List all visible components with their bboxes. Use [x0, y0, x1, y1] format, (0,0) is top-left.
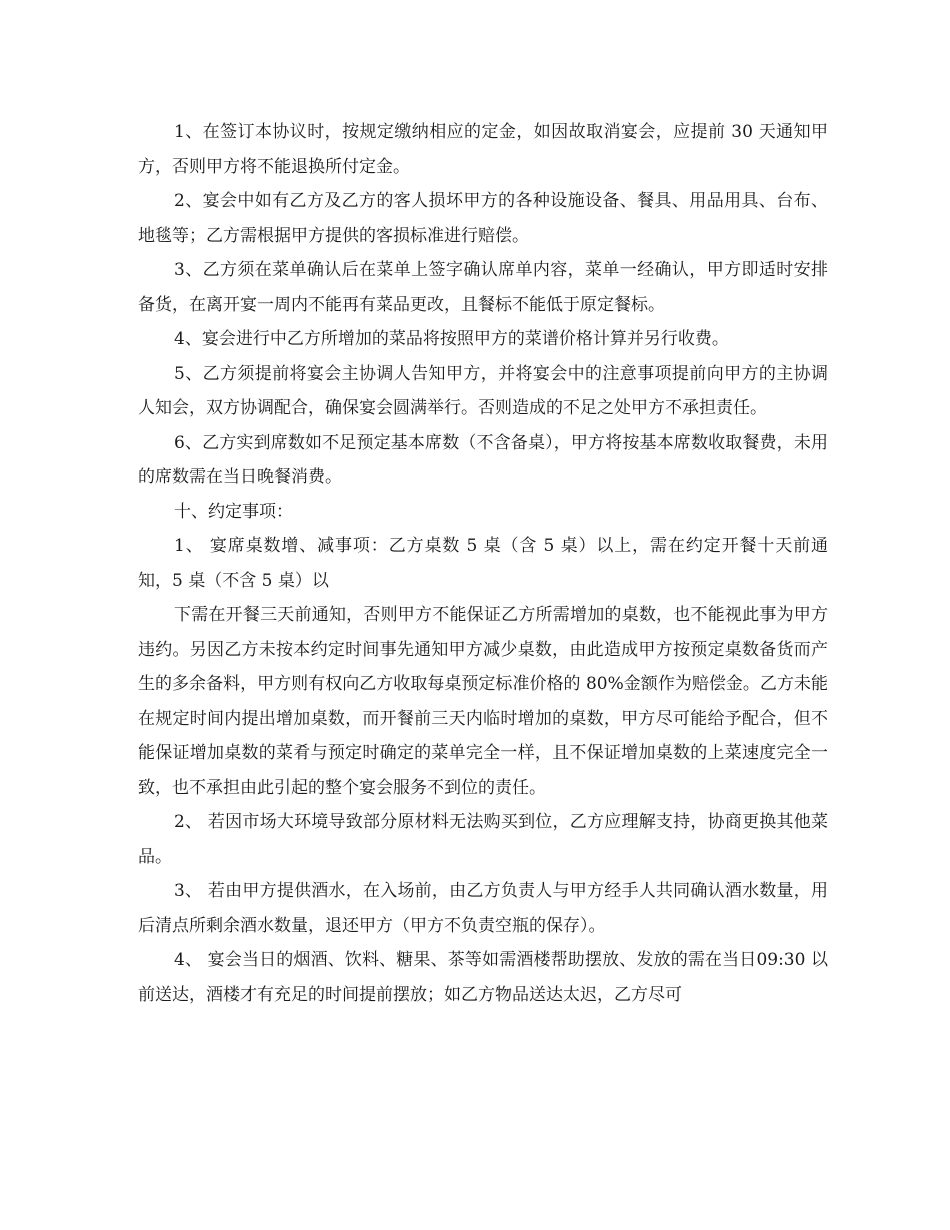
clause-table-count: 6、乙方实到席数如不足预定基本席数（不含备桌），甲方将按基本席数收取餐费，未用的席数需在当日晚餐消费。 [138, 432, 828, 487]
clause-deposit: 1、在签订本协议时，按规定缴纳相应的定金，如因故取消宴会，应提前 30 天通知甲方，否则甲方将不能退换所付定金。 [138, 122, 828, 177]
clause-extra-dishes: 4、宴会进行中乙方所增加的菜品将按照甲方的菜谱价格计算并另行收费。 [174, 329, 729, 349]
agreement-item-1: 1、 宴席桌数增、减事项：乙方桌数 5 桌（含 5 桌）以上，需在约定开餐十天前通知，5 桌（不含 5 桌）以 [138, 536, 828, 591]
clause-coordinator: 5、乙方须提前将宴会主协调人告知甲方，并将宴会中的注意事项提前向甲方的主协调人知会，双方协调配合，确保宴会圆满举行。否则造成的不足之处甲方不承担责任。 [138, 363, 828, 418]
section-heading-agreements: 十、约定事项： [174, 501, 293, 522]
clause-damage: 2、宴会中如有乙方及乙方的客人损坏甲方的各种设施设备、餐具、用品用具、台布、地毯等；乙方需根据甲方提供的客损标准进行赔偿。 [138, 191, 828, 246]
agreement-item-1-continued: 下需在开餐三天前通知，否则甲方不能保证乙方所需增加的桌数，也不能视此事为甲方违约。另因乙方未按本约定时间事先通知甲方减少桌数，由此造成甲方按预定桌数备货而产生的多余备料，甲方则有权向乙方收取每桌预定标准价格的 80%金额作为赔偿金。乙方未能在规定时间内提出增加桌数，而开餐前三天内临时增加的桌数，甲方尽可能给予配合，但不能保证增加桌数的菜肴与预定时确定的菜单完全一样，且不保证增加桌数的上菜速度完全一致，也不承担由此引起的整个宴会服务不到位的责任。 [138, 605, 828, 798]
agreement-item-2: 2、 若因市场大环境导致部分原材料无法购买到位，乙方应理解支持，协商更换其他菜品。 [138, 812, 828, 867]
document-body [138, 115, 828, 1012]
agreement-item-4: 4、 宴会当日的烟酒、饮料、糖果、茶等如需酒楼帮助摆放、发放的需在当日09:30 以前送达，酒楼才有充足的时间提前摆放；如乙方物品送达太迟，乙方尽可 [138, 950, 828, 1005]
clause-menu-confirm: 3、乙方须在菜单确认后在菜单上签字确认席单内容，菜单一经确认，甲方即适时安排备货，在离开宴一周内不能再有菜品更改，且餐标不能低于原定餐标。 [138, 260, 828, 315]
agreement-item-3: 3、 若由甲方提供酒水，在入场前，由乙方负责人与甲方经手人共同确认酒水数量，用后清点所剩余酒水数量，退还甲方（甲方不负责空瓶的保存）。 [138, 881, 828, 936]
